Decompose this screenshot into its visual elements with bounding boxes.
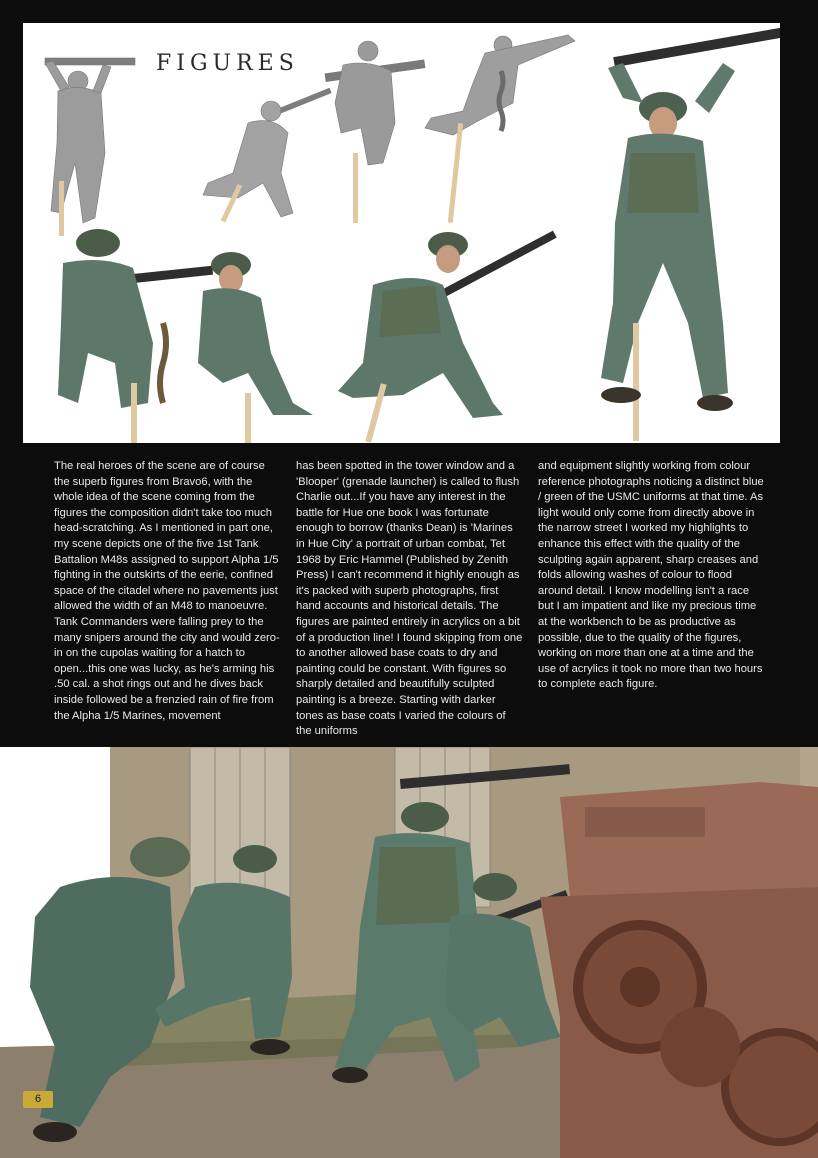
unpainted-figure-1 [45,58,135,236]
article-column-2: has been spotted in the tower window and a 'Blooper' (grenade launcher) is called to flush Charlie out...If you have any interest in the battle for Hue one book I was fortunate enough to borrow (thanks Dean) is 'Marines in Hue City' a portrait of urban combat, Tet 1968 by Eric Hammel (Published by Zenith Press) I can't recommend it highly enough as it's packed with superb photographs, first hand accounts and historical details. The figures are painted entirely in acrylics on a bit of a production line! I found skipping from one to another allowed base coats to dry and painting could be constant. With figures so sharply detailed and beautifully sculpted painting is a breeze. Starting with darker tones as base coats I varied the colours of the uniforms [296,460,523,738]
article-column-3: and equipment slightly working from colour reference photographs noticing a distinct blue / green of the USMC uniforms at that time. As light would only come from directly above in the narrow street I worked my highlights to enhance this effect with the quality of the sculpting again apparent, sharp creases and folds allowing washes of colour to flood around detail. I know modelling isn't a race but I am impatient and like my precious time at the workbench to be as productive as possible, due to the quality of the figures, working on more than one at a time and the use of acrylics it took no more than two hours to complete each figure. [538,460,764,691]
painted-marine-rifle-overhead [601,28,780,441]
figures-photo-panel [23,23,780,443]
painted-marines-pair [58,229,313,443]
diorama-photo [0,747,818,1158]
section-title: FIGURES [156,51,299,76]
diorama-scene [0,747,818,1158]
unpainted-figure-2 [203,88,331,222]
m48-tank [540,782,818,1158]
article-column-1: The real heroes of the scene are of course the superb figures from Bravo6, with the whole idea of the scene coming from the figures the composition didn't take too much head-scratching. As I mentioned in part one, my scene depicts one of the five 1st Tank Battalion M48s assigned to support Alpha 1/5 fighting in the outskirts of the eerie, confined space of the citadel where no pavements just allowed the width of an M48 to manoeuvre. Tank Commanders were falling prey to the many snipers around the city and would zero-in on the cupolas waiting for a hatch to open...this one was lucky, as he's arming his .50 cal. a shot rings out and he dives back inside followed be a frenzied rain of fire from the Alpha 1/5 Marines, movement [54,460,280,722]
page-number-badge: 6 [23,1091,53,1108]
painted-marine-kneeling [338,231,557,443]
unpainted-figure-4 [425,35,575,223]
unpainted-figure-3 [325,41,425,223]
figures-photo [23,23,780,443]
